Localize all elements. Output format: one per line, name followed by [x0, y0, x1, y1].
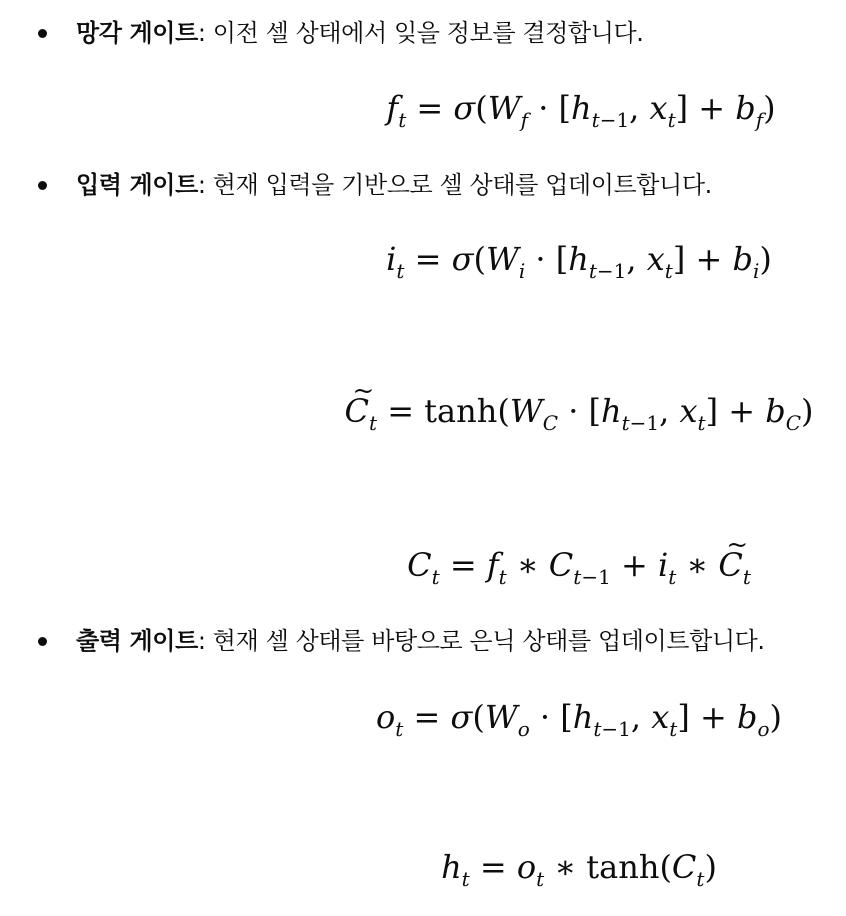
- bullet-text: [76, 624, 765, 658]
- description: : 현재 셀 상태를 바탕으로 은닉 상태를 업데이트합니다.: [197, 627, 765, 655]
- bullet-dot: [38, 29, 47, 38]
- equation-candidate-cell: ~ $C_t = \tanh(W_C \cdot [h_{t-1}$, $x_t] + b_C$): [156, 389, 846, 433]
- equation-input-gate: $i_t = \sigma(W_i \cdot [h_{t-1}$, $x_t] + b_i$): [386, 240, 772, 283]
- bullet-dot: [38, 181, 47, 190]
- bullet-text: [76, 168, 712, 202]
- bullet-dot: [38, 637, 47, 646]
- equation-hidden-state: $h_t = o_t$ ∗ $\tanh(C_t)$: [441, 848, 717, 891]
- equation-forget-gate: $f_t = \sigma(W_f \cdot [h_{t-1}$, $x_t] + b_f$): [386, 89, 776, 132]
- term-label: 입력 게이트: [76, 171, 198, 199]
- bullet-text: [76, 16, 644, 50]
- equation-cell-state: $C_t = f_t$ ∗ $C_{t-1} + i_t$ ∗ ~ $C_t$: [156, 543, 846, 587]
- description: : 현재 입력을 기반으로 셀 상태를 업데이트합니다.: [197, 171, 712, 199]
- equation-output-gate: $o_t = \sigma(W_o \cdot [h_{t-1}$, $x_t] + b_o$): [376, 698, 782, 741]
- term-label: 출력 게이트: [76, 627, 198, 655]
- description: : 이전 셀 상태에서 잊을 정보를 결정합니다.: [197, 19, 644, 47]
- term-label: 망각 게이트: [76, 19, 198, 47]
